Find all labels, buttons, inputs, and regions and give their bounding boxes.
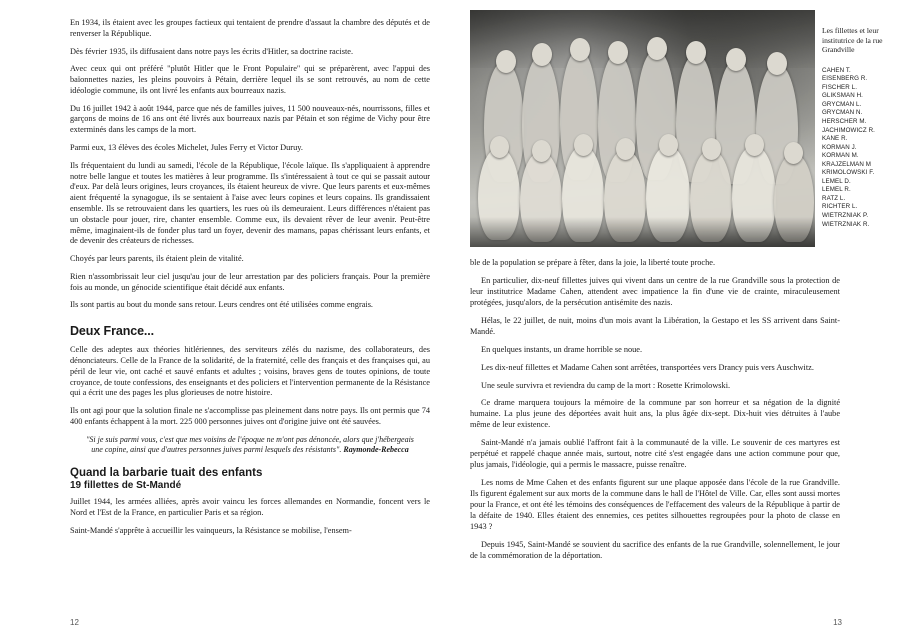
page-number-left: 12 [70,618,79,627]
photo-head [745,134,764,156]
photo-head [616,138,635,160]
name-entry: JACHIMOWICZ R. [822,126,875,134]
paragraph: Depuis 1945, Saint-Mandé se souvient du sacrifice des enfants de la rue Grandville, solennellement, le jour de la commémoration de la déportation. [470,539,840,560]
left-text-column [70,18,430,544]
photo-head [702,138,721,160]
paragraph: Choyés par leurs parents, ils étaient plein de vitalité. [70,254,244,264]
photo-head [686,41,706,64]
photo-shadow-bottom [470,217,815,247]
paragraph: En quelques instants, un drame horrible se noue. [481,344,643,354]
name-entry: WIETRZNIAK R. [822,220,870,228]
right-text-column [470,258,840,569]
name-entry: LEMEL R. [822,186,851,194]
photo-head [767,52,787,75]
photo-name-list [822,67,894,229]
paragraph: Saint-Mandé s'apprête à accueillir les vainqueurs, la Résistance se mobilise, l'ensem- [70,526,352,535]
photo-head [784,142,803,164]
paragraph: Hélas, le 22 juillet, de nuit, moins d'un mois avant la Libération, la Gestapo et les SS arrivent dans Saint-Mandé. [470,315,840,336]
paragraph: ble de la population se prépare à fêter, dans la joie, la liberté toute proche. [470,258,716,267]
subsection-subheading: 19 fillettes de St-Mandé [70,480,182,492]
name-entry: CAHEN T. [822,66,851,74]
paragraph: Parmi eux, 13 élèves des écoles Michelet, Jules Ferry et Victor Duruy. [70,143,303,153]
photo-caption-title: Les fillettes et leur institutrice de la rue Grandville [822,26,883,55]
paragraph: Avec ceux qui ont préféré "plutôt Hitler que le Front Populaire" qui se préparèrent, avec l'appui des baïonnettes nazies, les pleins pouvoirs à Pétain, derrière lequel ils se sont retrouvés, au nom de cette idéologie commune, ils ont livré les enfants aux bourreaux nazis. [70,64,430,95]
paragraph: Les noms de Mme Cahen et des enfants figurent sur une plaque apposée dans l'école de la rue Grandville. Ils figurent également sur aux morts de la commune dans le hall de l'Hôtel de Ville. Car, elles sont aussi mortes pour la France, et ont été les témoins des conséquences de l'effacement des valeurs de la République à partir de la défaite de 1940. Elles étaient des ennemies, ces petites silhouettes regroupées pour la photo de classe en 1943 ? [470,478,840,531]
photo-head [726,48,746,71]
name-entry: HERSCHER M. [822,117,867,125]
photo-head [647,37,667,60]
paragraph: Du 16 juillet 1942 à août 1944, parce que nés de familles juives, 11 500 nouveaux-nés, nourrissons, filles et garçons de moins de 16 ans ont été livrés aux bourreaux nazis par Pétain et son régime de Vichy pour être exterminés dans les camps de la mort. [70,103,430,135]
paragraph: Les dix-neuf fillettes et Madame Cahen sont arrêtées, transportées vers Drancy puis vers Auschwitz. [481,362,814,372]
name-entry: GRYCMAN N. [822,109,863,117]
name-entry: WIETRZNIAK P. [822,211,869,219]
paragraph: Ils sont partis au bout du monde sans retour. Leurs cendres ont été utilisées comme engrais. [70,300,373,310]
photo-head [490,136,509,158]
photo-head [532,140,551,162]
paragraph: Une seule survivra et reviendra du camp de la mort : Rosette Krimolowski. [481,380,731,390]
paragraph: Saint-Mandé n'a jamais oublié l'affront fait à la communauté de la ville. Le souvenir de ces martyres est perpétué et rappelé chaque année mais, surtout, notre cité s'est engagée dans une action commune pour que, plus jamais, l'idéologie, qui a permis le massacre, puisse renaître. [470,438,840,470]
paragraph: Juillet 1944, les armées alliées, après avoir vaincu les forces allemandes en Normandie, foncent vers le Nord et l'Est de la France, en particulier Paris et sa région. [70,497,430,518]
name-entry: KRAJZELMAN M [822,160,871,168]
paragraph: En 1934, ils étaient avec les groupes factieux qui tentaient de prendre d'assaut la chambre des députés et de renverser la République. [70,18,430,38]
subsection-heading: Quand la barbarie tuait des enfants [70,467,263,480]
page-number-right: 13 [833,618,842,627]
photo-image [470,10,815,247]
photo-shadow-top [470,10,815,68]
paragraph: Ils fréquentaient du lundi au samedi, l'école de la République, l'école laïque. Ils s'appliquaient à apprendre notre belle langue et toutes les matières à leur programme. Ils s'intéressaient à tout ce qui se passait autour d'eux. Par delà leurs origines, leurs croyances, ils étaient heureux de vivre. Que leurs parents et eux-mêmes aient fréquenté la synagogue, ils se sentaient à l'aise avec leurs copines et leurs copains. Ils grandissaient ensemble. Ils se retrouvaient dans les quartiers, les rues où ils demeuraient. Leurs différences n'étaient pas un obstacle pour jouer, rire, chanter ensemble. Comme eux, ils devaient rêver de leur avenir. Peut-être même, imaginaient-ils de fonder plus tard un foyer, devenir des mamans, papas chérissant leurs enfants, et de devenir des créateurs de richesses. [70,160,430,246]
paragraph: Celle des adeptes aux théories hitlériennes, des serviteurs zélés du nazisme, des collaborateurs, des dénonciateurs. Celle de la France de la solidarité, de la fraternité, celle des français et des françaises qui, au péril de leur vie, ont caché et sauvé enfants et adultes ; voisins, braves gens de toutes opinions, de toute croyance, de toute confessions, des enseignants et des policiers et l'intervention permanente de la Résistance qui a écrit une des pages les plus glorieuses de notre histoire. [70,345,430,398]
photo-caption [822,26,894,229]
name-entry: GLIKSMAN H. [822,92,863,100]
name-entry: KRIMOLOWSKI F. [822,169,875,177]
pull-quote-attribution: Raymonde-Rebecca [343,445,409,455]
photo-head [570,38,590,61]
name-entry: KORMAN M. [822,152,859,160]
paragraph: Ce drame marquera toujours la mémoire de la commune par son horreur et sa négation de la dignité humaine. La plus jeune des déportées avait huit ans, la plus âgée dix-sept. Dix-huit vies détruites à l'aube même de leur existence. [470,398,840,430]
name-entry: LEMEL D. [822,177,851,185]
name-entry: FISCHER L. [822,83,858,91]
photo-head [608,41,628,64]
pull-quote [84,435,416,456]
name-entry: GRYCMAN L. [822,100,862,108]
name-entry: RATZ L. [822,194,846,202]
photo-head [532,43,552,66]
paragraph: Dès février 1935, ils diffusaient dans notre pays les écrits d'Hitler, sa doctrine raciste. [70,46,354,56]
group-photo [470,10,815,247]
name-entry: EISENBERG R. [822,75,868,83]
name-entry: KORMAN J. [822,143,857,151]
paragraph: Rien n'assombrissait leur ciel jusqu'au jour de leur arrestation par des policiers français. Pour la première fois au monde, un génocide scientifique était décidé aux enfants. [70,271,430,292]
pull-quote-text: "Si je suis parmi vous, c'est que mes voisins de l'époque ne m'ont pas dénoncée, alors que j'hébergeais une copine, ainsi que d'autres personnes juives parmi lesquels des résistants". [86,434,414,455]
name-entry: RICHTER L. [822,203,858,211]
paragraph: Ils ont agi pour que la solution finale ne s'accomplisse pas pleinement dans notre pays. Ils ont permis que 74 400 enfants échappent à la mort. 225 000 personnes juives ont d'origine juive ont été sauvées. [70,406,430,426]
photo-head [496,50,516,73]
paragraph: En particulier, dix-neuf fillettes juives qui vivent dans un centre de la rue Grandville sous la protection de leur institutrice Madame Cahen, attendent avec impatience la fin d'une vie de crainte, miraculeusement protégées, jusqu'alors, de la persécution antisémite des nazis. [470,275,840,307]
photo-head [659,134,678,156]
photo-head [574,134,593,156]
name-entry: KANE R. [822,135,848,143]
section-heading: Deux France... [70,324,155,339]
